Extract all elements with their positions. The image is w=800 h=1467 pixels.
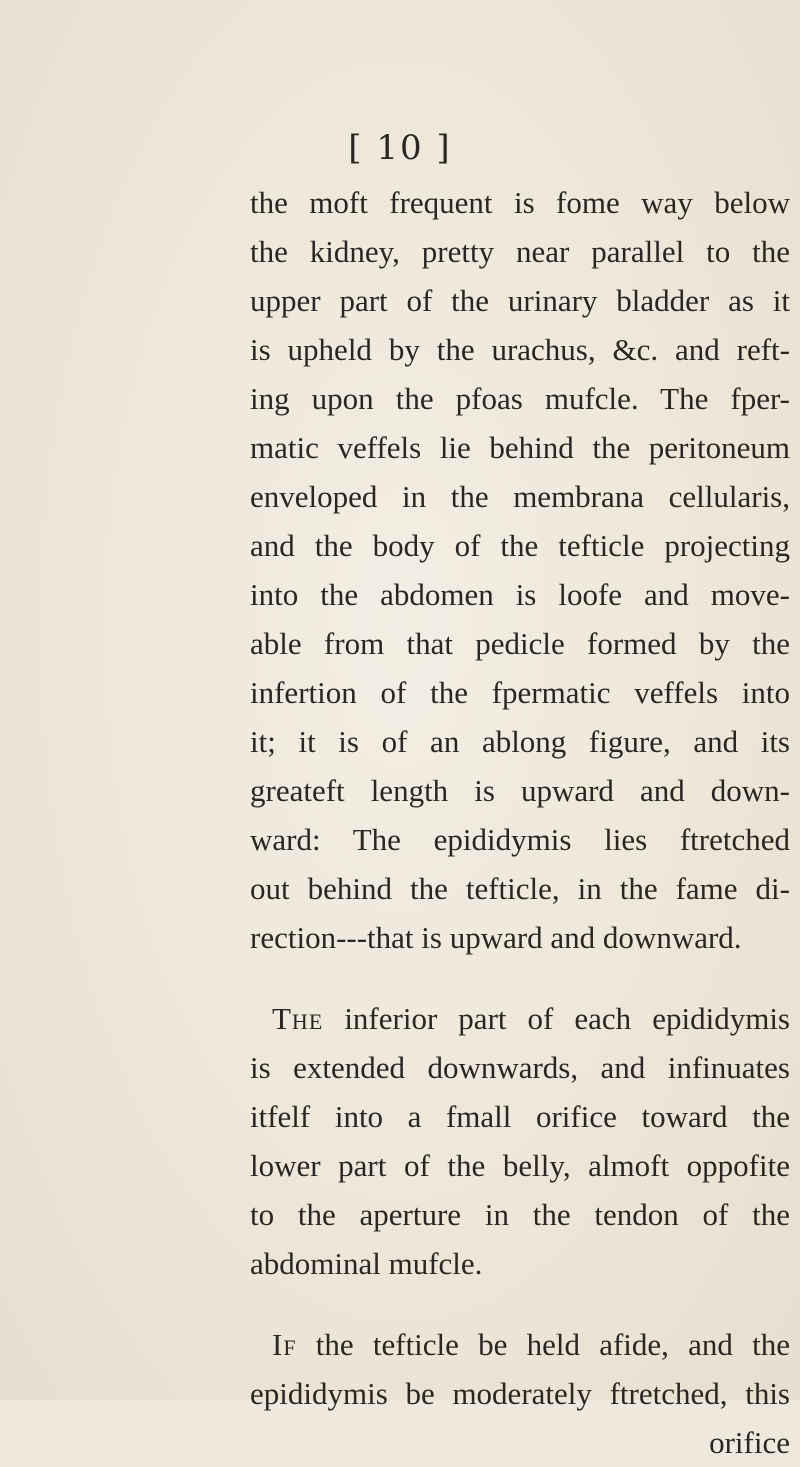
text-line: is extended downwards, and infinuates xyxy=(250,1050,790,1085)
text-run: inferior part of each epididymis xyxy=(344,1001,791,1036)
text-run: the tefticle be held afide, and the xyxy=(315,1327,790,1362)
catchword: orifice xyxy=(709,1425,790,1460)
text-line-first xyxy=(250,994,790,1043)
paragraph-1 xyxy=(250,178,790,962)
page-number: [ 10 ] xyxy=(348,128,452,168)
text-line: matic veffels lie behind the peritoneum xyxy=(250,430,790,465)
text-line: to the aperture in the tendon of the xyxy=(250,1197,790,1232)
text-line: ward: The epididymis lies ftretched xyxy=(250,822,790,857)
text-line: rection---that is upward and downward. xyxy=(250,920,742,955)
text-line: and the body of the tefticle projecting xyxy=(250,528,790,563)
text-line: greateft length is upward and down- xyxy=(250,773,790,808)
text-line: out behind the tefticle, in the fame di- xyxy=(250,871,790,906)
text-line: is upheld by the urachus, &c. and reft- xyxy=(250,332,790,367)
drop-word: If xyxy=(272,1327,297,1362)
text-line: enveloped in the membrana cellularis, xyxy=(250,479,790,514)
text-line: itfelf into a fmall orifice toward the xyxy=(250,1099,790,1134)
text-line: infertion of the fpermatic veffels into xyxy=(250,675,790,710)
paragraph-2 xyxy=(250,994,790,1288)
text-line: it; it is of an ablong figure, and its xyxy=(250,724,790,759)
text-line: the moft frequent is fome way below xyxy=(250,185,790,220)
text-line: upper part of the urinary bladder as it xyxy=(250,283,790,318)
text-line: epididymis be moderately ftretched, this xyxy=(250,1376,790,1411)
body-text xyxy=(250,178,790,1467)
text-line: the kidney, pretty near parallel to the xyxy=(250,234,790,269)
text-line: lower part of the belly, almoft oppofite xyxy=(250,1148,790,1183)
text-line-first xyxy=(250,1320,790,1369)
text-line: into the abdomen is loofe and move- xyxy=(250,577,790,612)
paragraph-3 xyxy=(250,1320,790,1467)
drop-word: The xyxy=(272,1001,324,1036)
text-line: ing upon the pfoas mufcle. The fper- xyxy=(250,381,790,416)
text-line: abdominal mufcle. xyxy=(250,1246,483,1281)
text-line: able from that pedicle formed by the xyxy=(250,626,790,661)
